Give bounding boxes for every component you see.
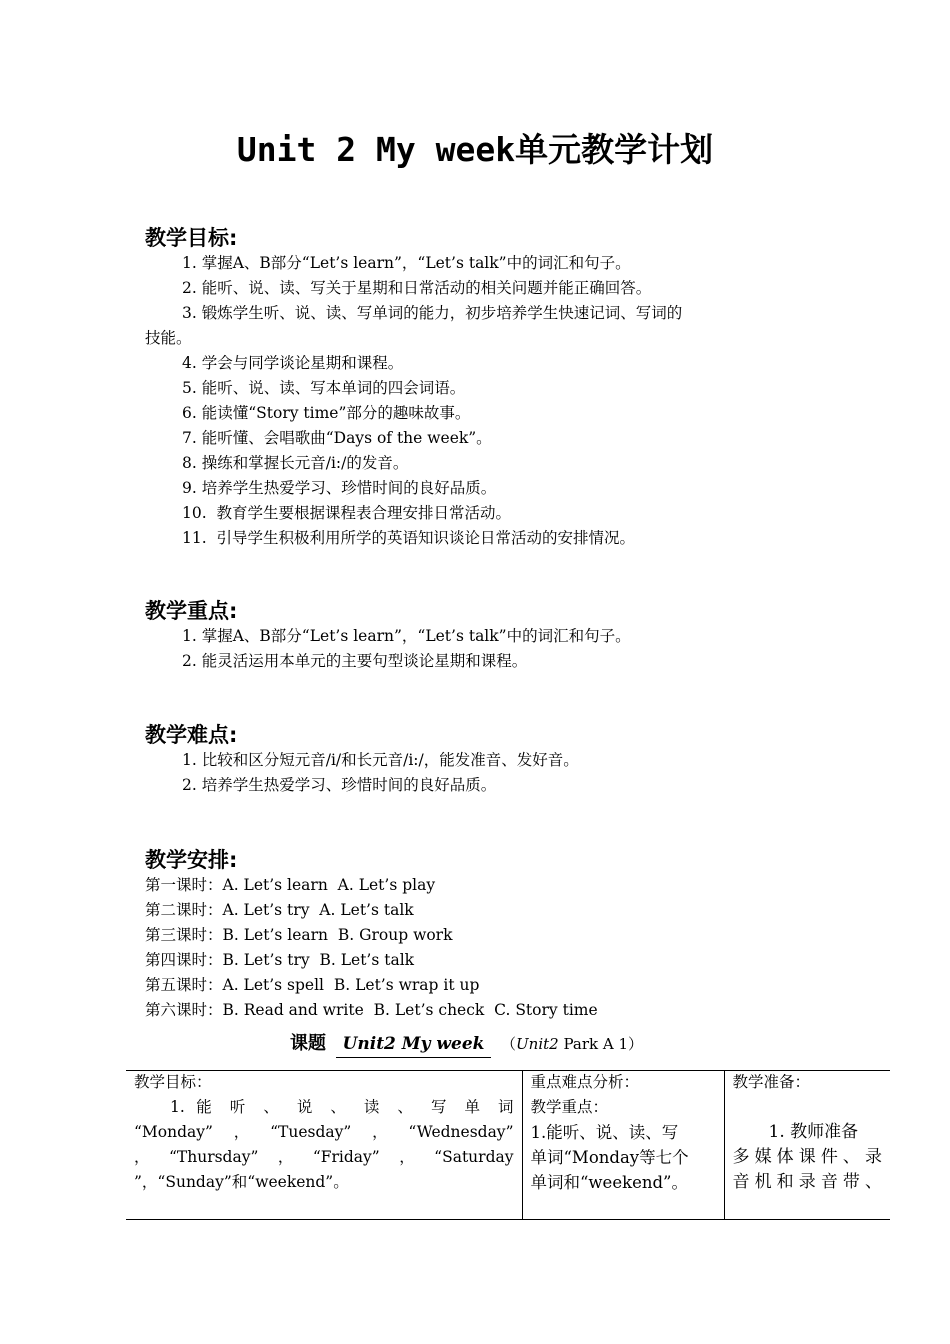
- lesson-part: [501, 1035, 643, 1053]
- lesson-paren-open: （: [501, 1035, 517, 1053]
- objective-item: 10. 教育学生要根据课程表合理安排日常活动。: [182, 504, 512, 522]
- objective-item: 2. 能听、说、读、写关于星期和日常活动的相关问题并能正确回答。: [182, 279, 652, 297]
- preparation-cell-spacer: [733, 1095, 883, 1120]
- key-points-section: [145, 598, 825, 674]
- difficulty-item: 1. 比较和区分短元音/i/和长元音/i:/，能发准音、发好音。: [182, 751, 579, 769]
- objective-item: 11. 引导学生积极利用所学的英语知识谈论日常活动的安排情况。: [182, 529, 636, 547]
- table-row: [126, 1070, 890, 1219]
- objective-item: 6. 能读懂“Story time”部分的趣味故事。: [182, 404, 471, 422]
- preparation-cell-line: 1. 教师准备: [768, 1122, 859, 1142]
- schedule-section: [145, 847, 825, 1023]
- title-en: Unit 2 My week: [236, 130, 516, 169]
- objectives-cell-line: 1. 能 听 、 说 、 读 、 写 单 词: [170, 1098, 514, 1116]
- lesson-paren-rest: Park A 1）: [563, 1035, 644, 1053]
- lesson-topic: [290, 1031, 643, 1058]
- objective-item: 7. 能听懂、会唱歌曲“Days of the week”。: [182, 429, 492, 447]
- objective-item: 5. 能听、说、读、写本单词的四会词语。: [182, 379, 466, 397]
- analysis-cell-line: 单词和“weekend”。: [530, 1173, 688, 1192]
- objectives-cell-head: 教学目标：: [134, 1073, 212, 1091]
- objectives-cell: [126, 1070, 522, 1219]
- preparation-cell-line: 音机和录音带、: [732, 1172, 882, 1192]
- table-bottom-rule: [126, 1219, 890, 1220]
- lesson-paren-unit: Unit2: [516, 1035, 559, 1053]
- difficulties-section: [145, 722, 825, 798]
- schedule-item: 第六课时：B. Read and write B. Let’s check C. Story time: [145, 1001, 598, 1019]
- key-point-item: 2. 能灵活运用本单元的主要句型谈论星期和课程。: [182, 652, 528, 670]
- analysis-cell: [522, 1070, 724, 1219]
- schedule-item: 第一课时：A. Let’s learn A. Let’s play: [145, 876, 436, 894]
- objectives-heading: 教学目标:: [145, 226, 238, 250]
- objective-item: 3. 锻炼学生听、说、读、写单词的能力，初步培养学生快速记词、写词的: [182, 304, 683, 322]
- lesson-label: 课题: [290, 1033, 326, 1054]
- difficulty-item: 2. 培养学生热爱学习、珍惜时间的良好品质。: [182, 776, 497, 794]
- lesson-plan-table: [126, 1070, 890, 1219]
- objectives-cell-line: ”，“Sunday”和“weekend”。: [134, 1173, 349, 1191]
- page-title: [0, 128, 950, 172]
- lesson-value: Unit2 My week: [336, 1031, 491, 1058]
- objectives-section: [145, 225, 825, 551]
- title-cn: 单元教学计划: [515, 130, 714, 169]
- objective-item-continued: 技能。: [145, 329, 192, 347]
- schedule-item: 第三课时：B. Let’s learn B. Group work: [145, 926, 453, 944]
- objective-item: 1. 掌握A、B部分“Let’s learn”，“Let’s talk”中的词汇和句子。: [182, 254, 631, 272]
- schedule-item: 第二课时：A. Let’s try A. Let’s talk: [145, 901, 414, 919]
- key-point-item: 1. 掌握A、B部分“Let’s learn”，“Let’s talk”中的词汇和句子。: [182, 627, 631, 645]
- objective-item: 4. 学会与同学谈论星期和课程。: [182, 354, 404, 372]
- difficulties-heading: 教学难点:: [145, 723, 238, 747]
- key-points-heading: 教学重点:: [145, 599, 238, 623]
- analysis-cell-line: 教学重点：: [530, 1098, 609, 1116]
- analysis-cell-line: 单词“Monday等七个: [530, 1148, 689, 1167]
- schedule-item: 第四课时：B. Let’s try B. Let’s talk: [145, 951, 415, 969]
- preparation-cell-head: 教学准备：: [732, 1073, 811, 1091]
- schedule-heading: 教学安排:: [145, 848, 238, 872]
- analysis-cell-head: 重点难点分析：: [530, 1073, 640, 1091]
- objective-item: 9. 培养学生热爱学习、珍惜时间的良好品质。: [182, 479, 497, 497]
- schedule-item: 第五课时：A. Let’s spell B. Let’s wrap it up: [145, 976, 480, 994]
- preparation-cell-line: 多媒体课件、录: [732, 1147, 882, 1167]
- objectives-cell-line: ，“Thursday”，“Friday”，“Saturday: [134, 1148, 514, 1166]
- objective-item: 8. 操练和掌握长元音/i:/的发音。: [182, 454, 409, 472]
- objectives-cell-line: “Monday”，“Tuesday”，“Wednesday”: [134, 1123, 514, 1141]
- preparation-cell: [724, 1070, 890, 1219]
- analysis-cell-line: 1.能听、说、读、写: [530, 1123, 679, 1142]
